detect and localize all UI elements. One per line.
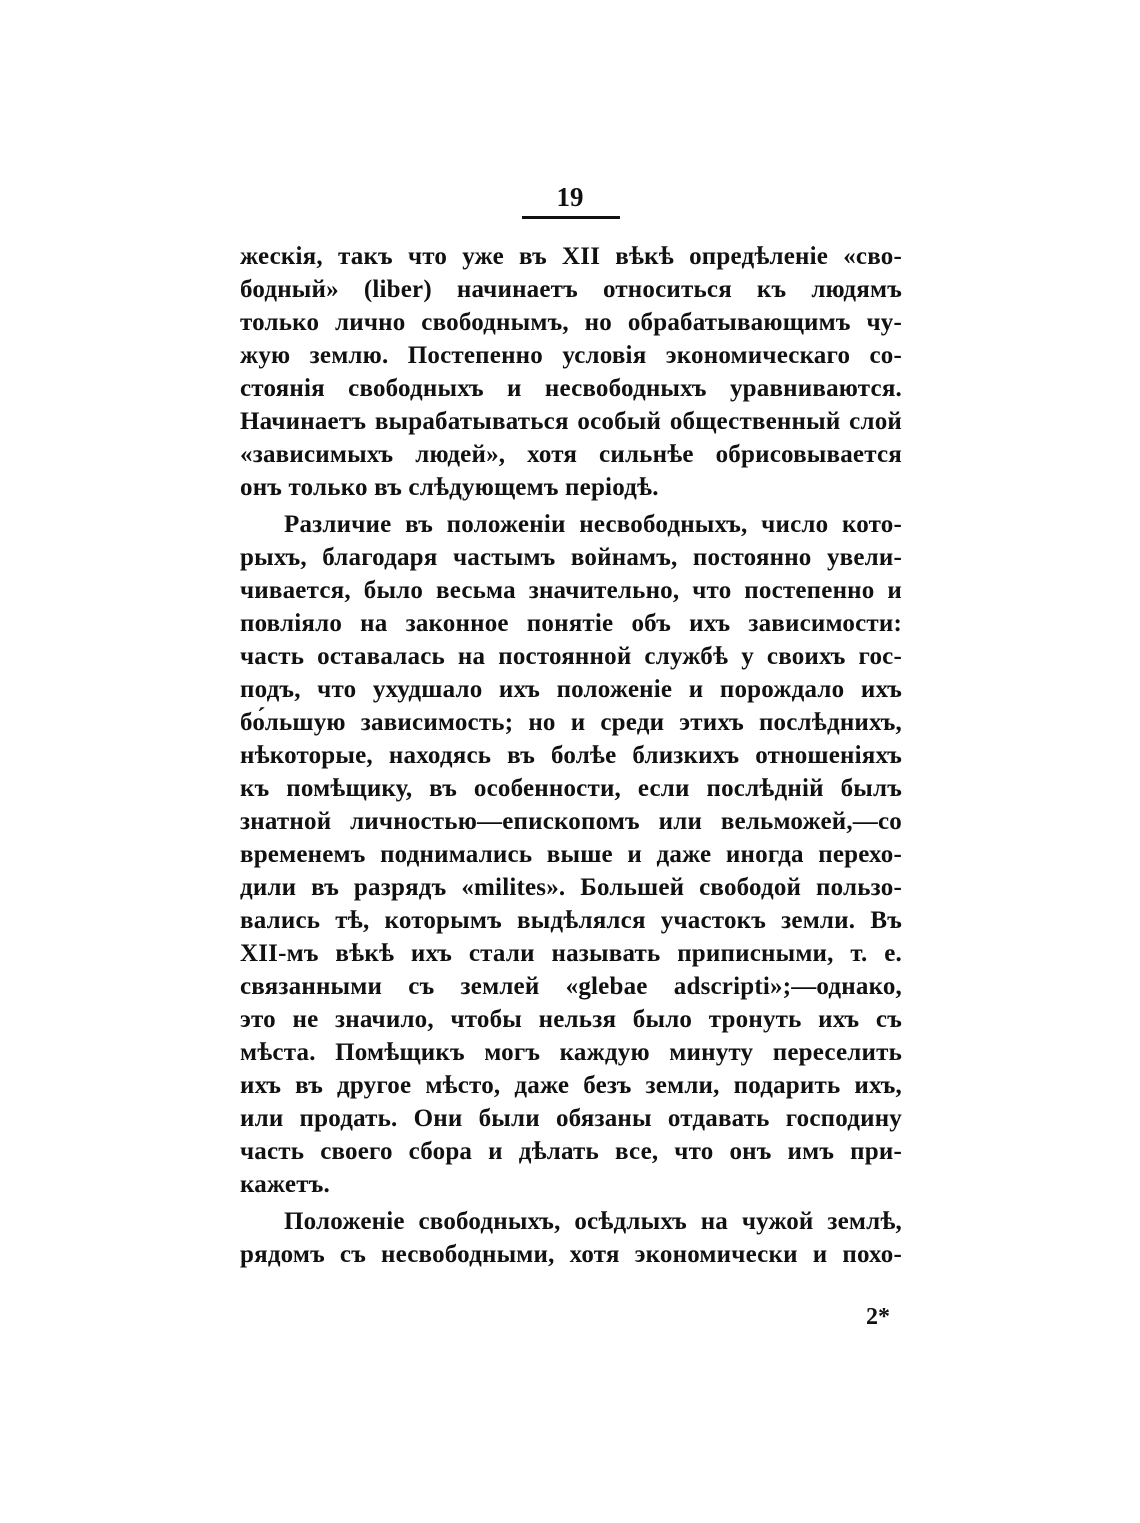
text-line: или продать. Они были обязаны отдавать господину <box>240 1105 902 1132</box>
page-number: 19 <box>556 182 584 212</box>
text-line: дили въ разрядъ «milites». Большей свободой пользо- <box>240 874 902 901</box>
text-line: XII-мъ вѣкѣ ихъ стали называть приписными, т. е. <box>240 940 902 967</box>
text-line: Положеніе свободныхъ, осѣдлыхъ на чужой землѣ, <box>284 1208 902 1235</box>
text-line: знатной личностью—епископомъ или вельможей,—со <box>240 808 902 835</box>
text-line: временемъ поднимались выше и даже иногда перехо- <box>240 841 902 868</box>
page-number-rule <box>522 216 620 219</box>
text-line: связанными съ землей «glebae adscripti»;—однако, <box>240 973 902 1000</box>
text-line: Различие въ положеніи несвободныхъ, число кото- <box>284 511 902 538</box>
text-line: повліяло на законное понятіе объ ихъ зависимости: <box>240 610 902 637</box>
text-line: ихъ въ другое мѣсто, даже безъ земли, подарить ихъ, <box>240 1072 902 1099</box>
text-line: это не значило, чтобы нельзя было тронуть ихъ съ <box>240 1006 902 1033</box>
text-line: къ помѣщику, въ особенности, если послѣдній былъ <box>240 775 902 802</box>
text-line: жескія, такъ что уже въ XII вѣкѣ опредѣленіе «сво- <box>240 243 902 270</box>
paragraph-2 <box>240 508 902 1201</box>
text-line: только лично свободнымъ, но обрабатывающимъ чу- <box>240 309 902 336</box>
body-text <box>240 240 902 1271</box>
text-line: онъ только въ слѣдующемъ періодѣ. <box>240 474 659 501</box>
text-line: кажетъ. <box>240 1171 330 1198</box>
text-line: часть своего сбора и дѣлать все, что онъ имъ при- <box>240 1138 902 1165</box>
text-line: вались тѣ, которымъ выдѣлялся участокъ земли. Въ <box>240 907 902 934</box>
text-line: жую землю. Постепенно условія экономическаго со- <box>240 342 902 369</box>
text-line: стоянія свободныхъ и несвободныхъ уравниваются. <box>240 375 902 402</box>
text-line: подъ, что ухудшало ихъ положеніе и порождало ихъ <box>240 676 902 703</box>
text-line: бо́льшую зависимость; но и среди этихъ послѣднихъ, <box>240 709 902 736</box>
paragraph-3 <box>240 1205 902 1271</box>
text-line: нѣкоторые, находясь въ болѣе близкихъ отношеніяхъ <box>240 742 902 769</box>
text-line: рыхъ, благодаря частымъ войнамъ, постоянно увели- <box>240 544 902 571</box>
text-line: бодный» (liber) начинаетъ относиться къ людямъ <box>240 276 902 303</box>
text-line: чивается, было весьма значительно, что постепенно и <box>240 577 902 604</box>
text-line: «зависимыхъ людей», хотя сильнѣе обрисовывается <box>240 441 902 468</box>
text-line: рядомъ съ несвободными, хотя экономически и похо- <box>240 1241 902 1268</box>
signature-mark: 2* <box>866 1304 890 1330</box>
text-line: Начинаетъ вырабатываться особый общественный слой <box>240 408 902 435</box>
paragraph-1 <box>240 240 902 504</box>
text-line: часть оставалась на постоянной службѣ у своихъ гос- <box>240 643 902 670</box>
text-line: мѣста. Помѣщикъ могъ каждую минуту переселить <box>240 1039 902 1066</box>
